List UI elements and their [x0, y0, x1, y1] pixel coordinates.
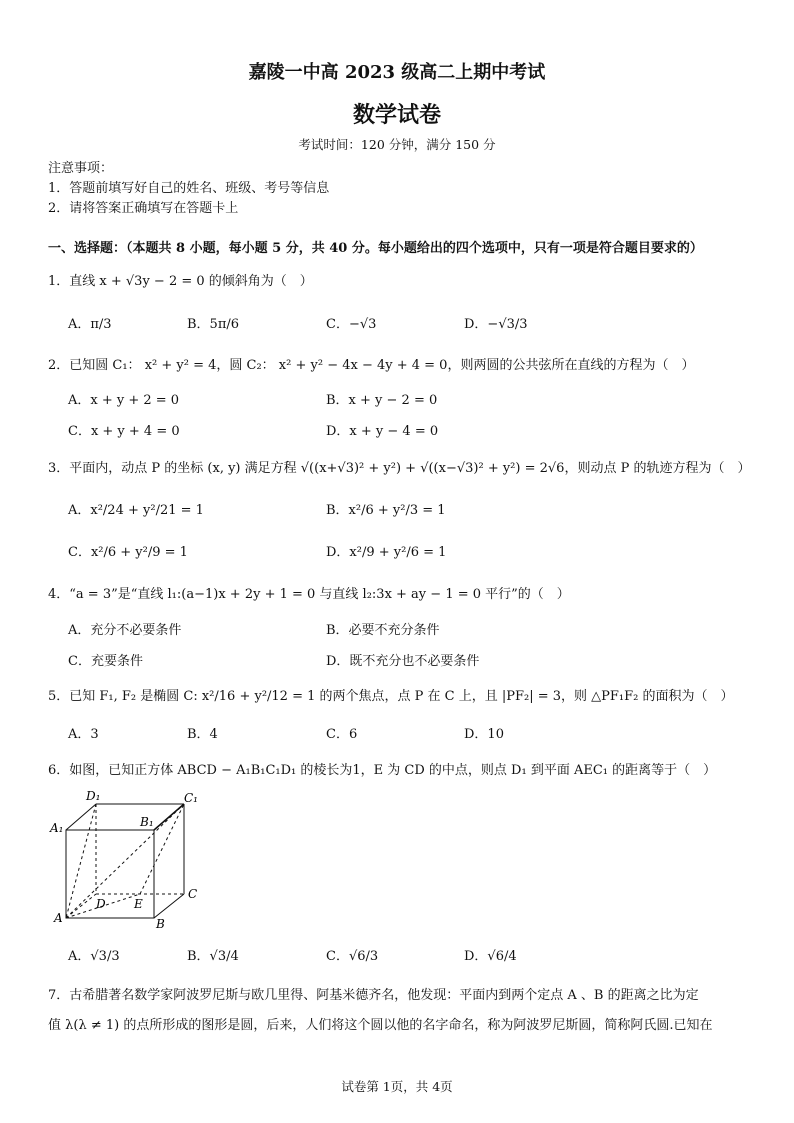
- question-2-option-d: D．x + y − 4 = 0: [326, 424, 439, 439]
- question-4-option-a: A．充分不必要条件: [68, 623, 182, 638]
- question-1-option-c: C．−√3: [326, 317, 377, 332]
- page-footer: 试卷第 1页，共 4页: [341, 1079, 453, 1094]
- question-5-stem: 5．已知 F₁, F₂ 是椭圆 C: x²/16 + y²/12 = 1 的两个焦点，点 P 在 C 上，且 |PF₂| = 3，则 △PF₁F₂ 的面积为（ ）: [48, 689, 734, 704]
- question-7-line-1: 7．古希腊著名数学家阿波罗尼斯与欧几里得、阿基米德齐名，他发现：平面内到两个定点 A 、B 的距离之比为定: [48, 988, 699, 1003]
- question-4-option-b: B．必要不充分条件: [326, 623, 440, 638]
- question-3-stem: 3．平面内，动点 P 的坐标 (x, y) 满足方程 √((x+√3)² + y²) + √((x−√3)² + y²) = 2√6，则动点 P 的轨迹方程为（ ）: [48, 461, 751, 476]
- exam-subtitle: 数学试卷: [352, 102, 441, 128]
- question-6-option-b: B．√3/4: [187, 949, 239, 964]
- question-1-option-a: A．π/3: [68, 317, 112, 332]
- question-5-option-a: A．3: [68, 727, 99, 742]
- question-3-option-b: B．x²/6 + y²/3 = 1: [326, 503, 446, 518]
- section-heading: 一、选择题：（本题共 8 小题，每小题 5 分，共 40 分。每小题给出的四个选项中，只有一项是符合题目要求的）: [48, 241, 703, 256]
- question-2-stem: 2．已知圆 C₁： x² + y² = 4，圆 C₂： x² + y² − 4x − 4y + 4 = 0，则两圆的公共弦所在直线的方程为（ ）: [48, 358, 695, 373]
- question-3-option-d: D．x²/9 + y²/6 = 1: [326, 545, 447, 560]
- question-6-option-d: D．√6/4: [464, 949, 517, 964]
- question-5-option-c: C．6: [326, 727, 358, 742]
- label-d: D: [96, 897, 106, 911]
- label-a: A: [54, 911, 63, 925]
- label-b1: B₁: [140, 815, 154, 829]
- note-item: 2．请将答案正确填写在答题卡上: [48, 201, 239, 216]
- label-c: C: [188, 887, 198, 901]
- question-5-option-b: B．4: [187, 727, 218, 742]
- question-6-stem: 6．如图，已知正方体 ABCD − A₁B₁C₁D₁ 的棱长为1，E 为 CD 的中点，则点 D₁ 到平面 AEC₁ 的距离等于（ ）: [48, 763, 717, 778]
- question-2-option-b: B．x + y − 2 = 0: [326, 393, 438, 408]
- question-6-option-a: A．√3/3: [68, 949, 120, 964]
- question-4-option-d: D．既不充分也不必要条件: [326, 654, 480, 669]
- label-d1: D₁: [86, 789, 101, 803]
- exam-title: 嘉陵一中高 2023 级高二上期中考试: [248, 62, 546, 83]
- question-3-option-c: C．x²/6 + y²/9 = 1: [68, 545, 188, 560]
- question-5-option-d: D．10: [464, 727, 504, 742]
- question-1-option-d: D．−√3/3: [464, 317, 528, 332]
- notes-heading: 注意事项：: [48, 161, 114, 176]
- question-3-option-a: A．x²/24 + y²/21 = 1: [68, 503, 204, 518]
- exam-info: 考试时间：120 分钟，满分 150 分: [298, 137, 496, 152]
- cube-figure: [48, 786, 208, 934]
- label-c1: C₁: [184, 791, 198, 805]
- question-2-option-a: A．x + y + 2 = 0: [68, 393, 180, 408]
- question-7-line-2: 值 λ(λ ≠ 1) 的点所形成的图形是圆，后来，人们将这个圆以他的名字命名，称为阿波罗尼斯圆，简称阿氏圆.已知在: [48, 1018, 713, 1033]
- question-1-stem: 1．直线 x + √3y − 2 = 0 的倾斜角为（ ）: [48, 274, 313, 289]
- label-a1: A₁: [50, 821, 64, 835]
- question-1-option-b: B．5π/6: [187, 317, 240, 332]
- note-item: 1．答题前填写好自己的姓名、班级、考号等信息: [48, 181, 330, 196]
- question-6-option-c: C．√6/3: [326, 949, 379, 964]
- question-4-option-c: C．充要条件: [68, 654, 143, 669]
- question-2-option-c: C．x + y + 4 = 0: [68, 424, 180, 439]
- label-b: B: [156, 917, 165, 931]
- label-e: E: [134, 897, 143, 911]
- question-4-stem: 4．“a = 3”是“直线 l₁:(a−1)x + 2y + 1 = 0 与直线 l₂:3x + ay − 1 = 0 平行”的（ ）: [48, 587, 570, 602]
